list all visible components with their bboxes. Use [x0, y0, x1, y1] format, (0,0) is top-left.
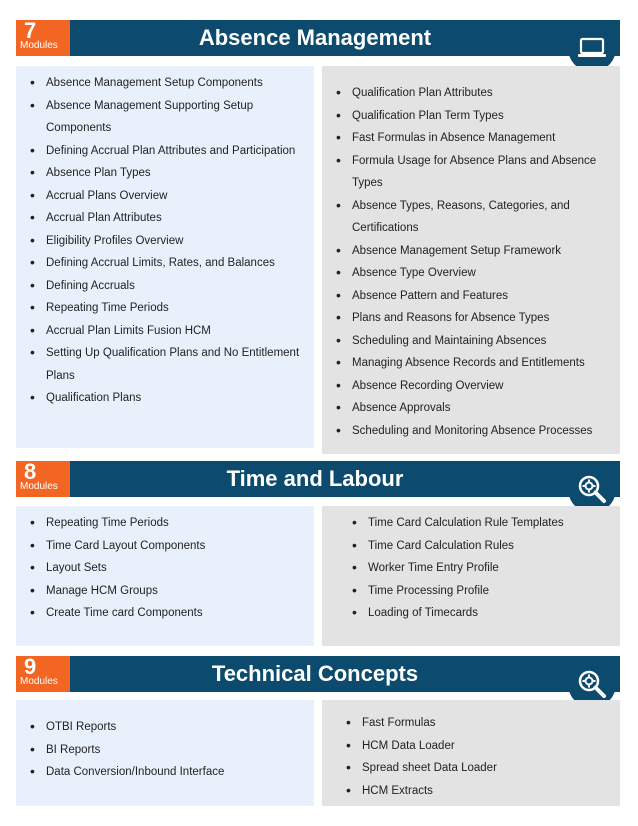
- absence-left-list: [16, 72, 314, 410]
- modules-label: Modules: [20, 676, 58, 687]
- list-item: • Absence Management Setup Framework: [322, 240, 620, 263]
- section-title: Absence Management: [198, 25, 432, 50]
- list-item: • OTBI Reports: [16, 716, 314, 739]
- list-item: • Plans and Reasons for Absence Types: [322, 307, 620, 330]
- list-item: • Loading of Timecards: [338, 602, 620, 625]
- technical-right-list: [322, 712, 620, 802]
- list-item: • Time Processing Profile: [338, 580, 620, 603]
- list-item: • Accrual Plan Attributes: [16, 207, 314, 230]
- list-item: • Absence Type Overview: [322, 262, 620, 285]
- modules-label: Modules: [20, 481, 58, 492]
- module-badge: [16, 656, 70, 692]
- time-right-column: [322, 506, 620, 646]
- list-item: • BI Reports: [16, 739, 314, 762]
- list-item: • Absence Approvals: [322, 397, 620, 420]
- section-header-time: [16, 461, 620, 497]
- list-item: • Qualification Plans: [16, 387, 314, 410]
- list-item: • Defining Accrual Plan Attributes and Participation: [16, 140, 314, 163]
- list-item: • Eligibility Profiles Overview: [16, 230, 314, 253]
- list-item: • Data Conversion/Inbound Interface: [16, 761, 314, 784]
- list-item: • Absence Types, Reasons, Categories, and Certifications: [322, 195, 620, 240]
- list-item: • Defining Accrual Limits, Rates, and Balances: [16, 252, 314, 275]
- list-item: • Defining Accruals: [16, 275, 314, 298]
- module-badge: [16, 20, 70, 56]
- list-item: • Absence Management Supporting Setup Components: [16, 95, 314, 140]
- time-right-list: [322, 512, 620, 625]
- list-item: • Worker Time Entry Profile: [338, 557, 620, 580]
- list-item: • Fast Formulas in Absence Management: [322, 127, 620, 150]
- time-left-list: [16, 512, 314, 625]
- list-item: • Time Card Layout Components: [16, 535, 314, 558]
- list-item: • Qualification Plan Term Types: [322, 105, 620, 128]
- list-item: • Absence Recording Overview: [322, 375, 620, 398]
- list-item: • Manage HCM Groups: [16, 580, 314, 603]
- list-item: • Accrual Plans Overview: [16, 185, 314, 208]
- list-item: • Create Time card Components: [16, 602, 314, 625]
- list-item: • Spread sheet Data Loader: [332, 757, 620, 780]
- list-item: • Time Card Calculation Rule Templates: [338, 512, 620, 535]
- technical-right-column: [322, 700, 620, 806]
- list-item: • Setting Up Qualification Plans and No Entitlement Plans: [16, 342, 314, 387]
- absence-left-column: [16, 66, 314, 448]
- list-item: • Fast Formulas: [332, 712, 620, 735]
- list-item: • Scheduling and Maintaining Absences: [322, 330, 620, 353]
- module-number: 9: [24, 654, 37, 679]
- absence-right-column: [322, 66, 620, 454]
- list-item: • Repeating Time Periods: [16, 297, 314, 320]
- time-left-column: [16, 506, 314, 646]
- list-item: • Qualification Plan Attributes: [322, 82, 620, 105]
- module-number: 8: [24, 459, 37, 484]
- list-item: • Time Card Calculation Rules: [338, 535, 620, 558]
- list-item: • Absence Management Setup Components: [16, 72, 314, 95]
- list-item: • Absence Plan Types: [16, 162, 314, 185]
- module-badge: [16, 461, 70, 497]
- absence-right-list: [322, 82, 620, 442]
- section-title: Time and Labour: [226, 466, 404, 491]
- list-item: • Layout Sets: [16, 557, 314, 580]
- list-item: • Absence Pattern and Features: [322, 285, 620, 308]
- list-item: • HCM Extracts: [332, 780, 620, 803]
- list-item: • Formula Usage for Absence Plans and Absence Types: [322, 150, 620, 195]
- module-number: 7: [24, 18, 37, 43]
- list-item: • HCM Data Loader: [332, 735, 620, 758]
- list-item: • Repeating Time Periods: [16, 512, 314, 535]
- modules-label: Modules: [20, 40, 58, 51]
- list-item: • Accrual Plan Limits Fusion HCM: [16, 320, 314, 343]
- section-title: Technical Concepts: [211, 661, 419, 686]
- section-header-absence: [16, 20, 620, 56]
- list-item: • Managing Absence Records and Entitlements: [322, 352, 620, 375]
- section-header-technical: [16, 656, 620, 692]
- laptop-icon: [568, 24, 616, 72]
- list-item: • Scheduling and Monitoring Absence Processes: [322, 420, 620, 443]
- technical-left-list: [16, 716, 314, 784]
- technical-left-column: [16, 700, 314, 806]
